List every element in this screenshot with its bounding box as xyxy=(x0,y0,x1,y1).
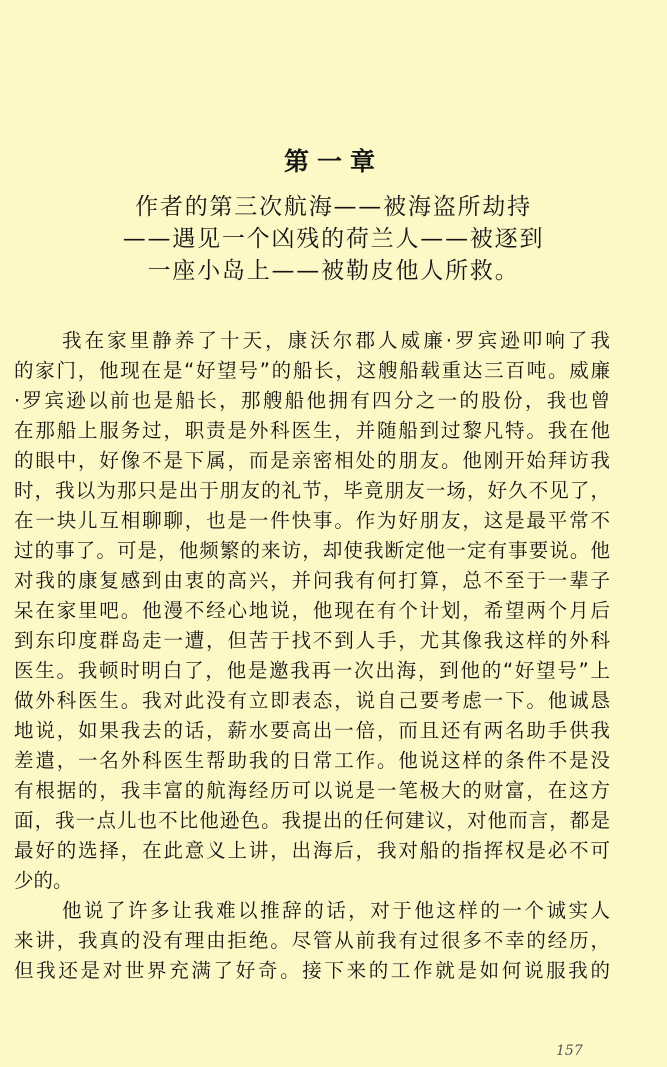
paragraph-line: 的家门，他现在是“好望号”的船长，这艘船载重达三百吨。威廉 xyxy=(14,359,610,382)
paragraph-line: 呆在家里吧。他漫不经心地说，他现在有个计划，希望两个月后 xyxy=(14,599,610,622)
paragraph-line: 过的事了。可是，他频繁的来访，却使我断定他一定有事要说。他 xyxy=(14,539,610,562)
chapter-title xyxy=(0,191,667,287)
paragraph-line: 医生。我顿时明白了，他是邀我再一次出海，到他的“好望号”上 xyxy=(14,659,610,682)
paragraph-line: 有根据的，我丰富的航海经历可以说是一笔极大的财富，在这方 xyxy=(14,779,610,802)
paragraph-line: 到东印度群岛走一遭，但苦于找不到人手，尤其像我这样的外科 xyxy=(14,629,610,652)
paragraph-line: 对我的康复感到由衷的高兴，并问我有何打算，总不至于一辈子 xyxy=(14,569,610,592)
paragraph-line: ·罗宾逊以前也是船长，那艘船他拥有四分之一的股份，我也曾 xyxy=(14,389,610,412)
paragraph-line: 在那船上服务过，职责是外科医生，并随船到过黎凡特。我在他 xyxy=(14,419,610,442)
paragraph-line: 来讲，我真的没有理由拒绝。尽管从前我有过很多不幸的经历， xyxy=(14,929,610,952)
paragraph-line: 我在家里静养了十天，康沃尔郡人威廉·罗宾逊叩响了我 xyxy=(62,329,610,352)
paragraph-line: 面，我一点儿也不比他逊色。我提出的任何建议，对他而言，都是 xyxy=(14,809,610,832)
paragraph-line: 差遣，一名外科医生帮助我的日常工作。他说这样的条件不是没 xyxy=(14,749,610,772)
paragraph-line: 做外科医生。我对此没有立即表态，说自己要考虑一下。他诚恳 xyxy=(14,689,610,712)
chapter-title-line: 一座小岛上——被勒皮他人所救。 xyxy=(147,258,520,284)
chapter-number: 第一章 xyxy=(283,147,383,176)
paragraph-line: 但我还是对世界充满了好奇。接下来的工作就是如何说服我的 xyxy=(14,959,610,982)
paragraph-line: 在一块儿互相聊聊，也是一件快事。作为好朋友，这是最平常不 xyxy=(14,509,610,532)
page-number: 157 xyxy=(556,1043,583,1059)
paragraph-line: 的眼中，好像不是下属，而是亲密相处的朋友。他刚开始拜访我 xyxy=(14,449,610,472)
chapter-title-line: 作者的第三次航海——被海盗所劫持 xyxy=(135,194,532,220)
chapter-title-line: ——遇见一个凶残的荷兰人——被逐到 xyxy=(122,226,545,252)
paragraph-line: 他说了许多让我难以推辞的话，对于他这样的一个诚实人 xyxy=(62,899,610,922)
body-text xyxy=(14,326,610,986)
paragraph-line: 地说，如果我去的话，薪水要高出一倍，而且还有两名助手供我 xyxy=(14,719,610,742)
paragraph-line: 最好的选择，在此意义上讲，出海后，我对船的指挥权是必不可 xyxy=(14,839,610,862)
paragraph-line: 少的。 xyxy=(14,869,73,892)
paragraph-line: 时，我以为那只是出于朋友的礼节，毕竟朋友一场，好久不见了， xyxy=(14,479,610,502)
